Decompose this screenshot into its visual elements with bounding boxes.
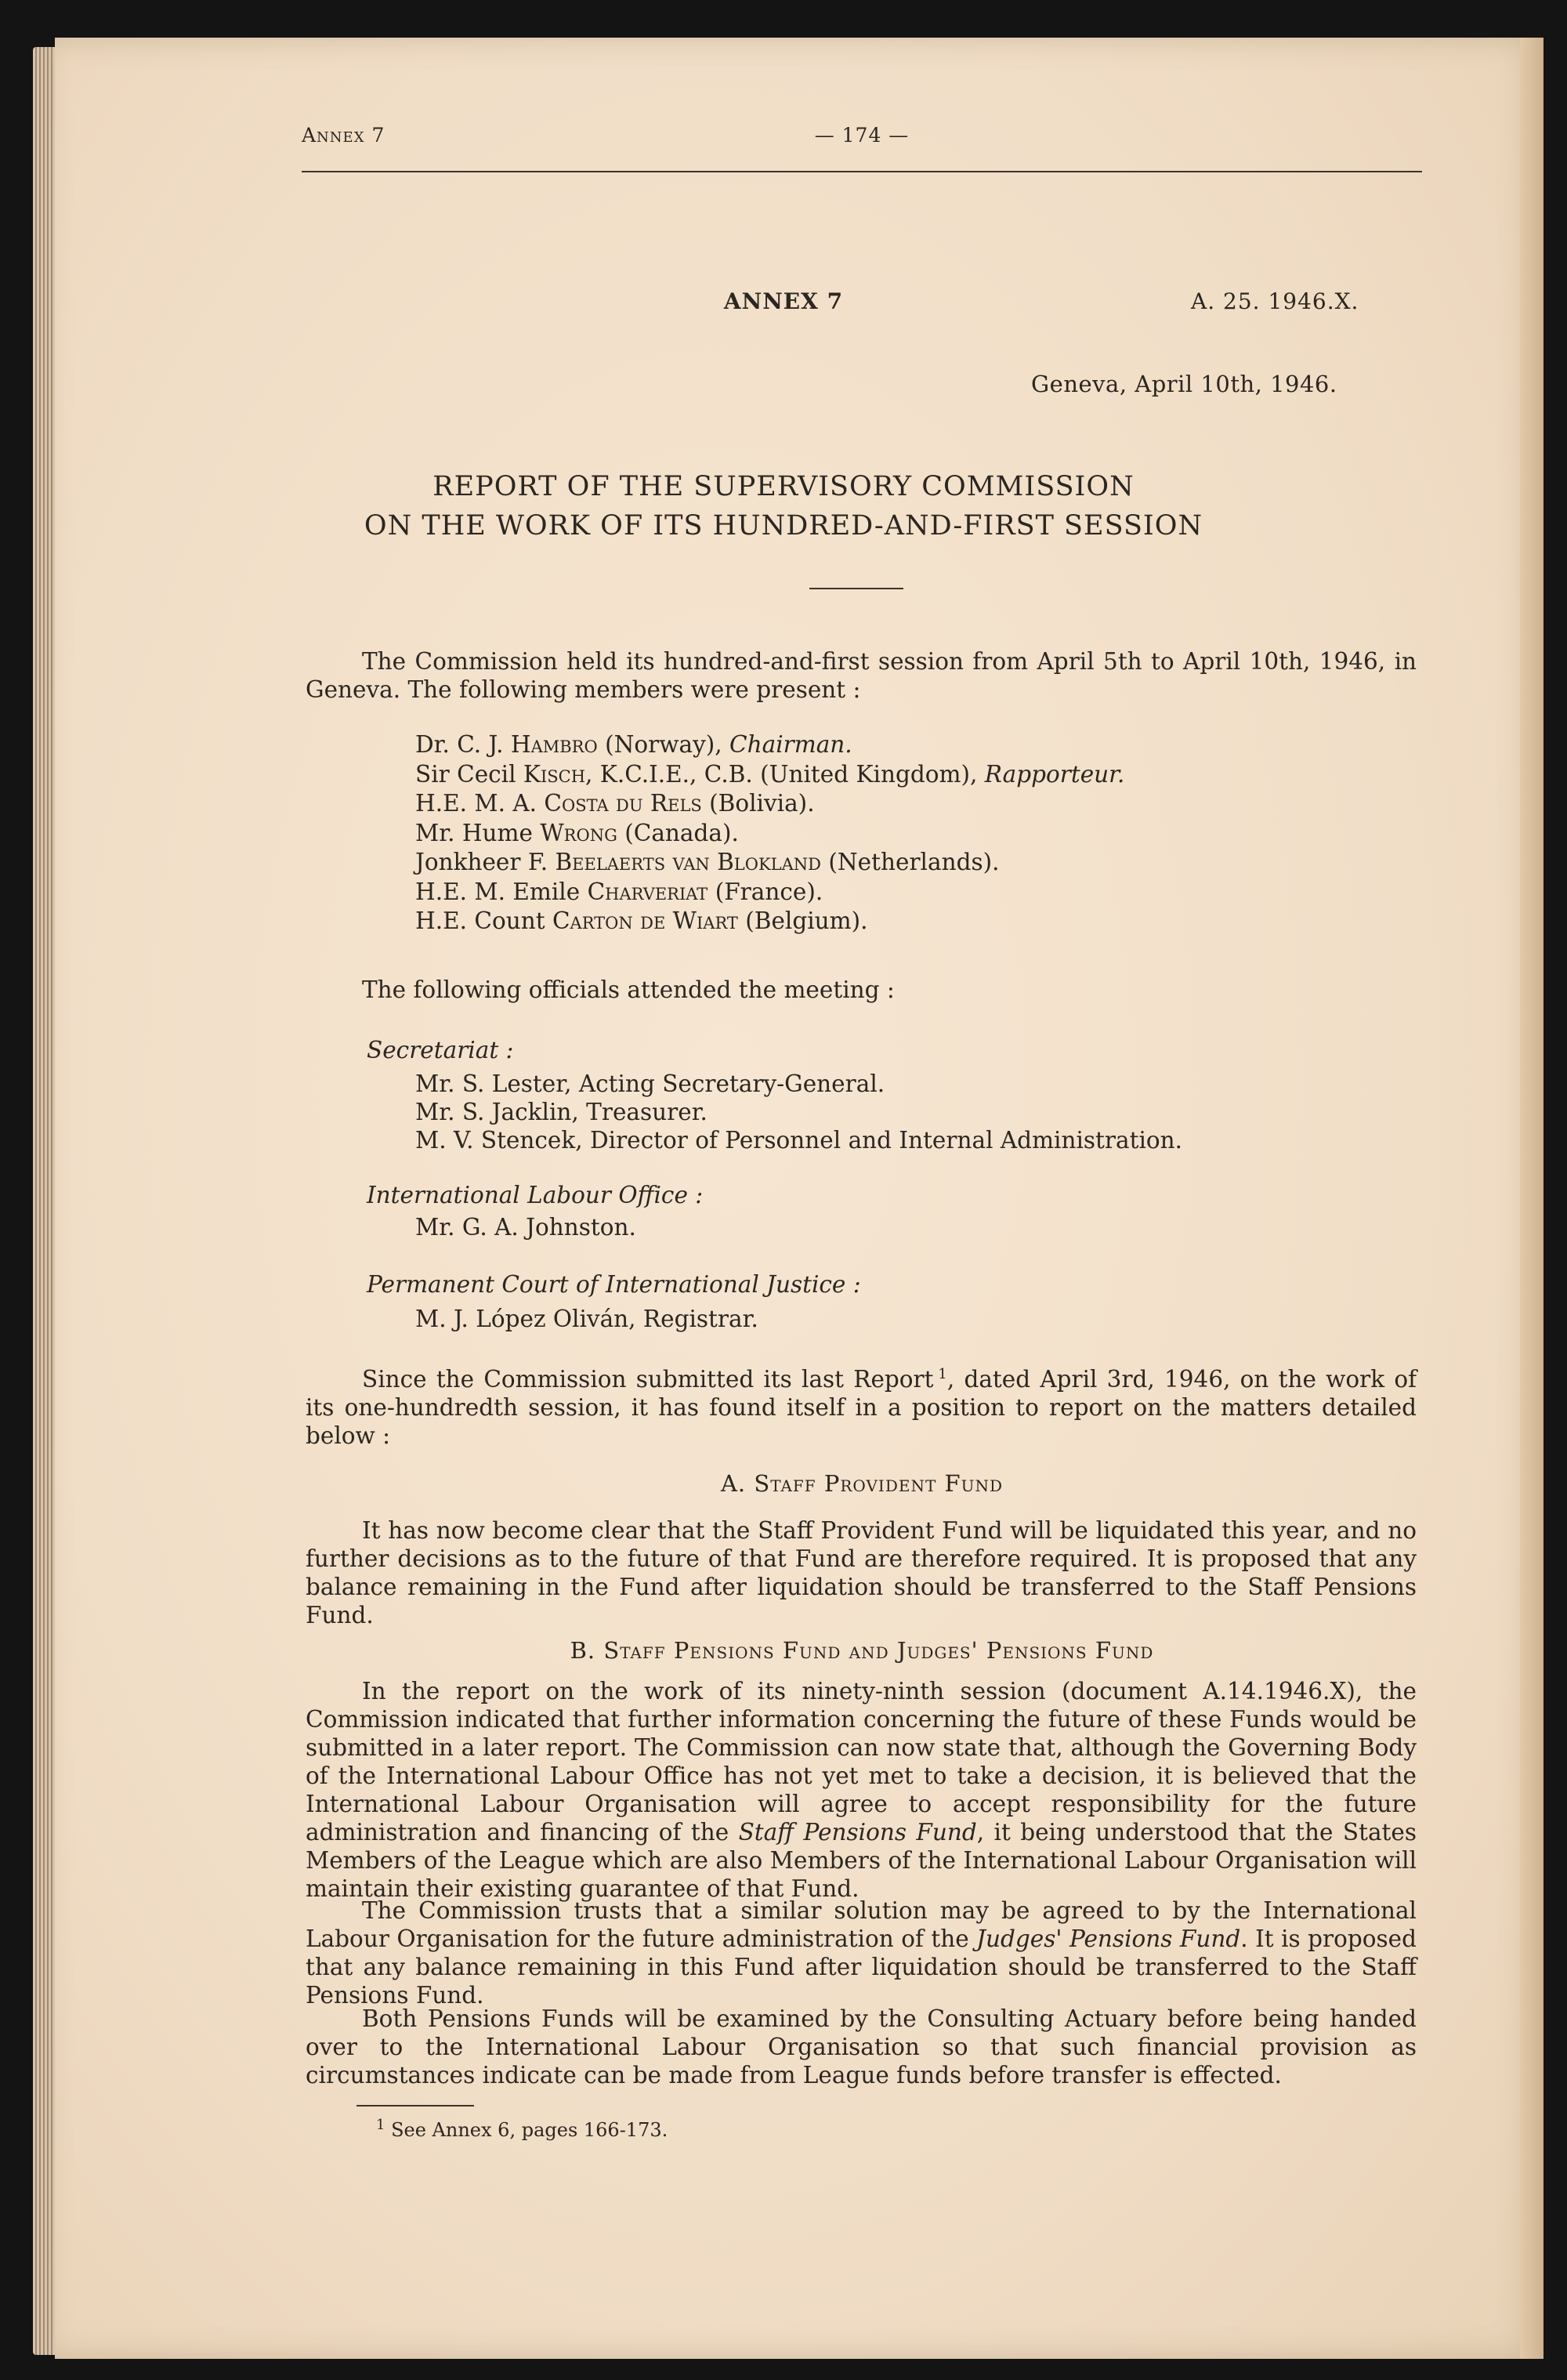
date-line: Geneva, April 10th, 1946. — [1031, 371, 1337, 397]
section-b-paragraph-3: Both Pensions Funds will be examined by the Consulting Actuary before being handed over to the International Labour Organisation so that such financial provision as circumstances indicate can be made from League funds before transfer is effected. — [306, 2005, 1417, 2088]
members-list — [415, 730, 1124, 936]
court-label: Permanent Court of International Justice : — [367, 1271, 861, 1298]
annex-title: ANNEX 7 — [723, 288, 844, 314]
member-item: Sir Cecil Kisch, K.C.I.E., C.B. (United Kingdom), Rapporteur. — [415, 760, 1125, 788]
ilo-label: International Labour Office : — [367, 1182, 704, 1208]
secretariat-label: Secretariat : — [367, 1037, 514, 1063]
section-b-paragraph-1: In the report on the work of its ninety-ninth session (document A.14.1946.X), the Commission indicated that further information concerning the future of these Funds would be submitted in a later report. The Commission can now state that, although the Governing Body of the International Labour Office has not yet met to take a decision, it is believed that the International Labour Organisation will agree to accept responsibility for the future administration and financing of the Staff Pensions Fund, it being understood that the States Members of the League which are also Members of the International Labour Organisation will maintain their existing guarantee of that Fund. — [306, 1678, 1417, 1902]
report-title-line-2: ON THE WORK OF ITS HUNDRED-AND-FIRST SESSION — [364, 510, 1203, 542]
member-item: H.E. M. Emile Charveriat (France). — [415, 878, 823, 905]
member-item: Mr. Hume Wrong (Canada). — [415, 819, 739, 846]
ilo-list — [415, 1213, 636, 1241]
official-item: Mr. G. A. Johnston. — [415, 1214, 636, 1241]
intro-paragraph: The Commission held its hundred-and-first session from April 5th to April 10th, 1946, in Geneva. The following members were present : — [306, 648, 1417, 703]
header-annex-label: Annex 7 — [302, 124, 385, 147]
page-number: — 174 — — [814, 124, 910, 147]
official-item: Mr. S. Jacklin, Treasurer. — [415, 1099, 708, 1125]
footnote-reference: 1 — [938, 1366, 947, 1383]
secretariat-list — [415, 1070, 1182, 1154]
report-title-line-1: REPORT OF THE SUPERVISORY COMMISSION — [432, 471, 1135, 502]
official-item: Mr. S. Lester, Acting Secretary-General. — [415, 1070, 885, 1097]
member-item: H.E. M. A. Costa du Rels (Bolivia). — [415, 790, 815, 817]
footnote: $^1$ See Annex 6, pages 166-173. — [376, 2117, 668, 2141]
since-paragraph: Since the Commission submitted its last Report $^1$, dated April 3rd, 1946, on the work of its one-hundredth session, it has found itself in a position to report on the matters detailed below : — [306, 1366, 1417, 1449]
section-a-text: It has now become clear that the Staff Provident Fund will be liquidated this year, and no further decisions as to the future of that Fund are therefore required. It is proposed that any balance remaining in the Fund after liquidation should be transferred to the Staff Pensions Fund. — [306, 1517, 1417, 1628]
page-right-edge — [1520, 38, 1543, 2359]
court-list — [415, 1305, 758, 1333]
member-item: Dr. C. J. Hambro (Norway), Chairman. — [415, 731, 852, 758]
official-item: M. V. Stencek, Director of Personnel and Internal Administration. — [415, 1127, 1183, 1154]
section-a-heading: A. Staff Provident Fund — [720, 1470, 1004, 1497]
document-reference: A. 25. 1946.X. — [1191, 288, 1359, 314]
report-title — [0, 467, 1567, 545]
section-b-paragraph-2: The Commission trusts that a similar solution may be agreed to by the International Labour Organisation for the future administration of the Judges' Pensions Fund. It is proposed that any balance remaining in this Fund after liquidation should be transferred to the Staff Pensions Fund. — [306, 1897, 1417, 2009]
title-rule — [809, 588, 903, 589]
official-item: M. J. López Oliván, Registrar. — [415, 1306, 758, 1332]
officials-intro: The following officials attended the meeting : — [362, 976, 895, 1003]
member-item: Jonkheer F. Beelaerts van Blokland (Netherlands). — [415, 849, 1000, 875]
section-b-heading: B. Staff Pensions Fund and Judges' Pensions Fund — [570, 1637, 1154, 1664]
footnote-rule — [356, 2105, 474, 2106]
member-item: H.E. Count Carton de Wiart (Belgium). — [415, 907, 868, 934]
running-header — [302, 124, 1422, 172]
